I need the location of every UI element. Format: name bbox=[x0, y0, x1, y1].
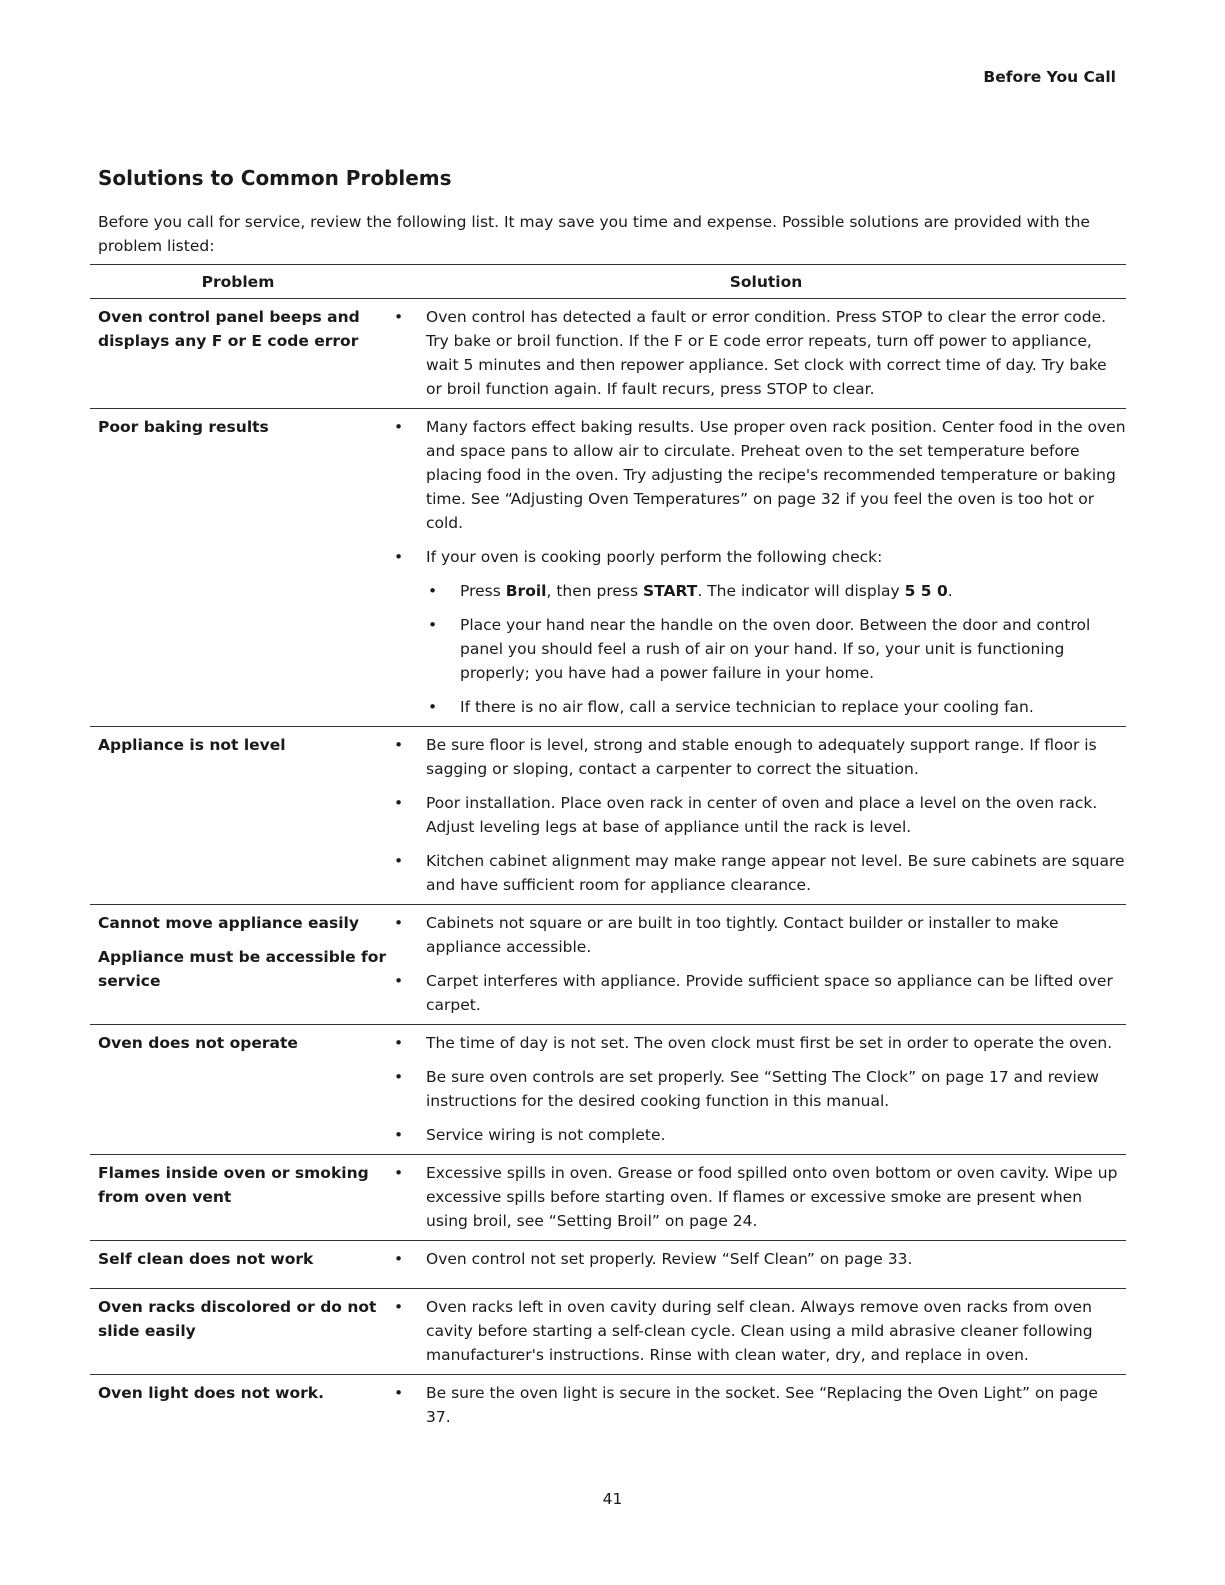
bullet-icon: • bbox=[394, 1250, 404, 1268]
solution-text: Oven control not set properly. Review “Self Clean” on page 33. bbox=[426, 1250, 913, 1268]
bullet-icon: • bbox=[428, 616, 438, 634]
solution-text: Oven racks left in oven cavity during self clean. Always remove oven racks from oven cavity before starting a self-clean cycle. Clean using a mild abrasive cleaner following manufacturer's instructions. Rinse with clean water, dry, and replace in oven. bbox=[426, 1298, 1093, 1364]
problem-cell bbox=[90, 1161, 390, 1233]
sub-item-text: Place your hand near the handle on the oven door. Between the door and control panel you should feel a rush of air on your hand. If so, your unit is functioning properly; you have had a power failure in your home. bbox=[460, 616, 1091, 682]
solution-text: Be sure oven controls are set properly. See “Setting The Clock” on page 17 and review instructions for the desired cooking function in this manual. bbox=[426, 1068, 1099, 1110]
solution-text: Many factors effect baking results. Use proper oven rack position. Center food in the oven and space pans to allow air to circulate. Preheat oven to the set temperature before placing food in the oven. Try adjusting the recipe's recommended temperature or baking time. See “Adjusting Oven Temperatures” on page 32 if you feel the oven is too hot or cold. bbox=[426, 418, 1126, 532]
problem-cell bbox=[90, 305, 390, 401]
solution-list bbox=[390, 415, 1126, 719]
bullet-icon: • bbox=[394, 1164, 404, 1182]
sub-item-text: If there is no air flow, call a service technician to replace your cooling fan. bbox=[460, 698, 1034, 716]
page-title: Solutions to Common Problems bbox=[98, 166, 452, 190]
broil-key-label: Broil bbox=[505, 582, 547, 600]
table-row bbox=[90, 1155, 1126, 1241]
problem-cell bbox=[90, 1247, 390, 1281]
solution-text: Oven control has detected a fault or error condition. Press STOP to clear the error code. Try bake or broil function. If the F or E code error repeats, turn off power to appliance, wait 5 minutes and then repower appliance. Set clock with correct time of day. Try bake or broil function again. If fault recurs, press STOP to clear. bbox=[426, 308, 1107, 398]
intro-paragraph: Before you call for service, review the following list. It may save you time and expense. Possible solutions are provided with the problem listed: bbox=[98, 213, 1090, 255]
solution-item bbox=[390, 849, 1126, 897]
solution-text: The time of day is not set. The oven clock must first be set in order to operate the oven. bbox=[426, 1034, 1113, 1052]
bullet-icon: • bbox=[394, 1298, 404, 1316]
bullet-icon: • bbox=[394, 736, 404, 754]
solution-item bbox=[390, 1161, 1126, 1233]
solution-list bbox=[390, 733, 1126, 897]
solution-item bbox=[390, 969, 1126, 1017]
solution-list bbox=[390, 1161, 1126, 1233]
start-key-label: START bbox=[643, 582, 698, 600]
bullet-icon: • bbox=[394, 308, 404, 326]
problem-text: Appliance must be accessible for service bbox=[98, 948, 387, 990]
problem-text: Poor baking results bbox=[98, 418, 269, 436]
problem-text: Oven racks discolored or do not slide easily bbox=[98, 1298, 377, 1340]
solution-item bbox=[390, 1381, 1126, 1429]
problem-text: Oven control panel beeps and displays any F or E code error bbox=[98, 308, 360, 350]
solution-item bbox=[390, 1123, 1126, 1147]
column-header-problem: Problem bbox=[201, 272, 275, 291]
table-row bbox=[90, 1241, 1126, 1289]
table-row bbox=[90, 409, 1126, 727]
solution-text: Poor installation. Place oven rack in center of oven and place a level on the oven rack. Adjust leveling legs at base of appliance until the rack is level. bbox=[426, 794, 1098, 836]
table-row bbox=[90, 727, 1126, 905]
problem-text: Self clean does not work bbox=[98, 1250, 314, 1268]
table-row bbox=[90, 1289, 1126, 1375]
sub-list bbox=[426, 579, 1126, 719]
page-number: 41 bbox=[602, 1490, 623, 1508]
solution-list bbox=[390, 1381, 1126, 1429]
solution-list bbox=[390, 1295, 1126, 1367]
display-value: 5 5 0 bbox=[904, 582, 948, 600]
solution-item bbox=[390, 415, 1126, 535]
solution-text: Cabinets not square or are built in too tightly. Contact builder or installer to make appliance accessible. bbox=[426, 914, 1059, 956]
bullet-icon: • bbox=[394, 914, 404, 932]
bullet-icon: • bbox=[394, 418, 404, 436]
bullet-icon: • bbox=[394, 1384, 404, 1402]
solution-item bbox=[390, 791, 1126, 839]
solution-item bbox=[390, 545, 1126, 719]
solution-item bbox=[390, 1247, 1126, 1271]
solution-item bbox=[390, 1031, 1126, 1055]
solution-list bbox=[390, 305, 1126, 401]
table-header bbox=[90, 265, 1126, 299]
column-header-solution: Solution bbox=[729, 272, 803, 291]
solution-text: Be sure the oven light is secure in the socket. See “Replacing the Oven Light” on page 37. bbox=[426, 1384, 1098, 1426]
bullet-icon: • bbox=[428, 582, 438, 600]
problem-text: Oven does not operate bbox=[98, 1034, 298, 1052]
solution-item bbox=[390, 1295, 1126, 1367]
bullet-icon: • bbox=[394, 1126, 404, 1144]
table-row bbox=[90, 1375, 1126, 1436]
solution-text: Be sure floor is level, strong and stable enough to adequately support range. If floor is sagging or sloping, contact a carpenter to correct the situation. bbox=[426, 736, 1097, 778]
problem-cell bbox=[90, 733, 390, 897]
sub-item bbox=[426, 613, 1126, 685]
problem-cell bbox=[90, 415, 390, 719]
solution-text: Excessive spills in oven. Grease or food spilled onto oven bottom or oven cavity. Wipe up excessive spills before starting oven. If flames or excessive smoke are present when using broil, see “Setting Broil” on page 24. bbox=[426, 1164, 1118, 1230]
bullet-icon: • bbox=[394, 1034, 404, 1052]
bullet-icon: • bbox=[394, 794, 404, 812]
problem-cell bbox=[90, 1031, 390, 1147]
table-row bbox=[90, 299, 1126, 409]
solution-text: If your oven is cooking poorly perform the following check: bbox=[426, 548, 883, 566]
solution-item bbox=[390, 1065, 1126, 1113]
bullet-icon: • bbox=[394, 1068, 404, 1086]
problem-cell bbox=[90, 911, 390, 1017]
solution-list bbox=[390, 911, 1126, 1017]
solution-item bbox=[390, 305, 1126, 401]
solution-text: Kitchen cabinet alignment may make range appear not level. Be sure cabinets are square and have sufficient room for appliance clearance. bbox=[426, 852, 1125, 894]
solution-list bbox=[390, 1247, 1126, 1281]
solution-item bbox=[390, 733, 1126, 781]
problem-cell bbox=[90, 1295, 390, 1367]
problem-text: Flames inside oven or smoking from oven vent bbox=[98, 1164, 369, 1206]
section-header: Before You Call bbox=[983, 68, 1116, 86]
problem-text: Appliance is not level bbox=[98, 736, 286, 754]
sub-item bbox=[426, 695, 1126, 719]
table-row bbox=[90, 905, 1126, 1025]
solution-item bbox=[390, 911, 1126, 959]
problem-cell bbox=[90, 1381, 390, 1429]
solution-text: Service wiring is not complete. bbox=[426, 1126, 666, 1144]
problem-text: Cannot move appliance easily bbox=[98, 914, 359, 932]
bullet-icon: • bbox=[394, 852, 404, 870]
troubleshooting-table bbox=[90, 264, 1126, 1436]
sub-item: • Press Broil, then press START. The indicator will display 5 5 0. bbox=[426, 579, 1126, 603]
bullet-icon: • bbox=[394, 972, 404, 990]
bullet-icon: • bbox=[428, 698, 438, 716]
table-row bbox=[90, 1025, 1126, 1155]
problem-text: Oven light does not work. bbox=[98, 1384, 324, 1402]
solution-text: Carpet interferes with appliance. Provide sufficient space so appliance can be lifted over carpet. bbox=[426, 972, 1113, 1014]
solution-list bbox=[390, 1031, 1126, 1147]
bullet-icon: • bbox=[394, 548, 404, 566]
